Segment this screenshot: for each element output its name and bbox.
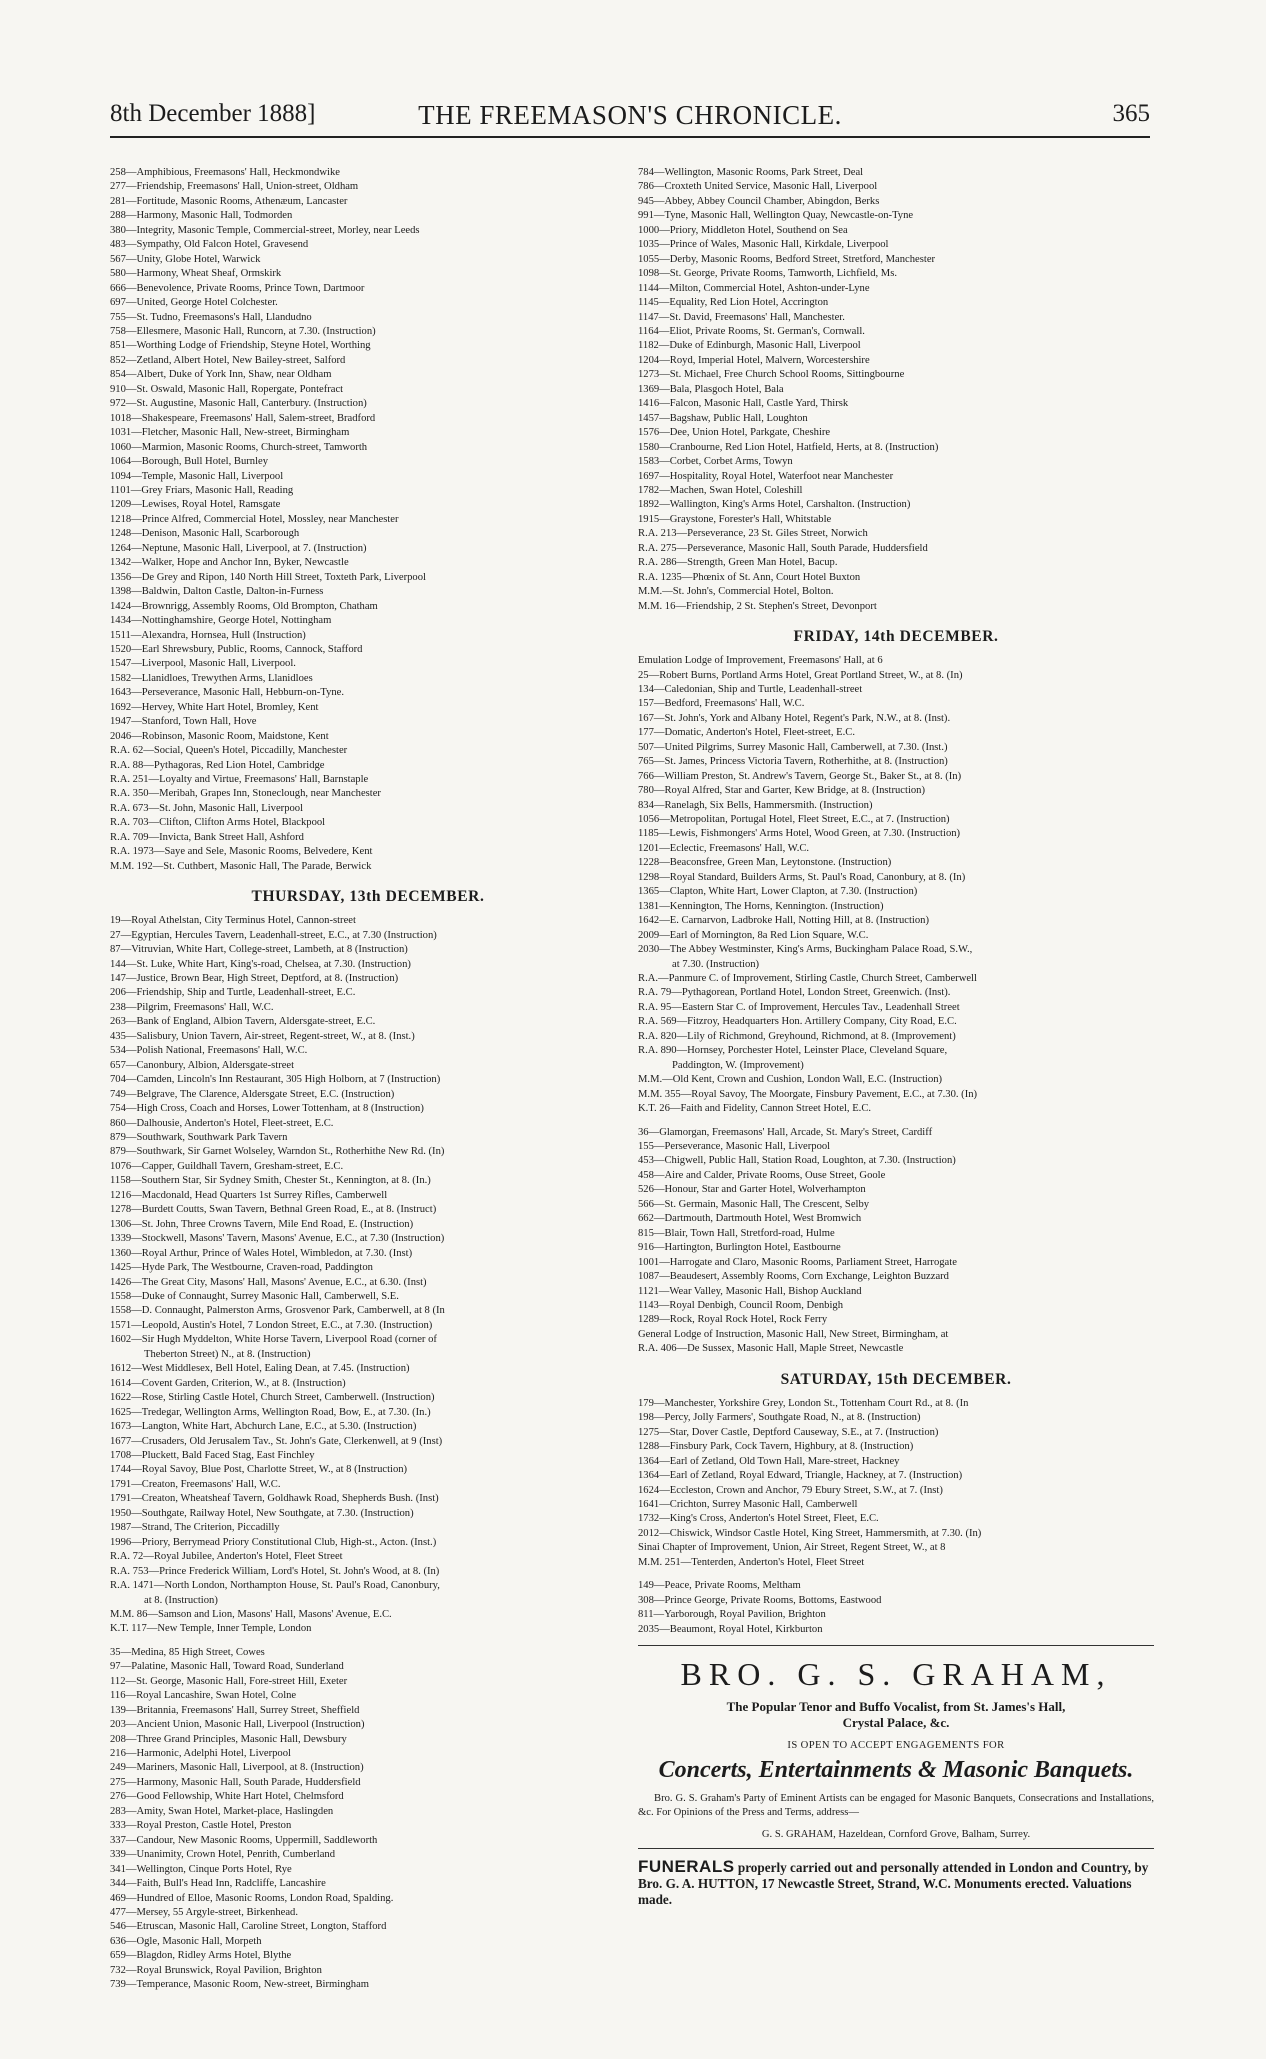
lodge-entry: 1055—Derby, Masonic Rooms, Bedford Street, Stretford, Manchester bbox=[638, 253, 936, 265]
lodge-list-continued-right bbox=[638, 166, 1154, 614]
lodge-entry: 19—Royal Athelstan, City Terminus Hotel, Cannon-street bbox=[110, 915, 356, 927]
lodge-entry: R.A. 820—Lily of Richmond, Greyhound, Richmond, at 8. (Improvement) bbox=[638, 1030, 956, 1042]
lodge-entry: 834—Ranelagh, Six Bells, Hammersmith. (Instruction) bbox=[638, 799, 873, 811]
lodge-entry: 1273—St. Michael, Free Church School Rooms, Sittingbourne bbox=[638, 369, 905, 381]
lodge-entry: R.A. 1973—Saye and Sele, Masonic Rooms, Belvedere, Kent bbox=[110, 846, 373, 858]
lodge-entry: K.T. 26—Faith and Fidelity, Cannon Street Hotel, E.C. bbox=[638, 1103, 872, 1115]
lodge-entry: 27—Egyptian, Hercules Tavern, Leadenhall-street, E.C., at 7.30 (Instruction) bbox=[110, 929, 437, 941]
lodge-entry: 1101—Grey Friars, Masonic Hall, Reading bbox=[110, 484, 294, 496]
advert-subtitle-1: The Popular Tenor and Buffo Vocalist, from St. James's Hall, bbox=[726, 1699, 1066, 1715]
lodge-entry: 534—Polish National, Freemasons' Hall, W.C. bbox=[110, 1045, 308, 1057]
lodge-entry: 815—Blair, Town Hall, Stretford-road, Hulme bbox=[638, 1227, 835, 1239]
thursday-lodge-list bbox=[110, 914, 626, 1993]
lodge-entry: 453—Chigwell, Public Hall, Station Road, Loughton, at 7.30. (Instruction) bbox=[638, 1155, 956, 1167]
lodge-entry: 139—Britannia, Freemasons' Hall, Surrey Street, Sheffield bbox=[110, 1704, 360, 1716]
lodge-entry: R.A. 709—Invicta, Bank Street Hall, Ashford bbox=[110, 831, 304, 843]
lodge-entry: 1228—Beaconsfree, Green Man, Leytonstone. (Instruction) bbox=[638, 857, 892, 869]
lodge-entry: 766—William Preston, St. Andrew's Tavern, George St., Baker St., at 8. (In) bbox=[638, 770, 962, 782]
lodge-entry: M.M. 192—St. Cuthbert, Masonic Hall, The Parade, Berwick bbox=[110, 860, 372, 872]
lodge-entry: 1216—Macdonald, Head Quarters 1st Surrey Rifles, Camberwell bbox=[110, 1189, 388, 1201]
lodge-entry: 283—Amity, Swan Hotel, Market-place, Haslingden bbox=[110, 1805, 334, 1817]
lodge-entry: 2030—The Abbey Westminster, King's Arms, Buckingham Palace Road, S.W., bbox=[638, 944, 973, 956]
lodge-entry: 177—Domatic, Anderton's Hotel, Fleet-street, E.C. bbox=[638, 727, 855, 739]
lodge-entry: 112—St. George, Masonic Hall, Fore-street Hill, Exeter bbox=[110, 1675, 348, 1687]
lodge-entry: 1426—The Great City, Masons' Hall, Masons' Avenue, E.C., at 6.30. (Inst) bbox=[110, 1276, 427, 1288]
lodge-entry: 1248—Denison, Masonic Hall, Scarborough bbox=[110, 528, 300, 540]
lodge-entry: 458—Aire and Calder, Private Rooms, Ouse Street, Goole bbox=[638, 1169, 886, 1181]
lodge-entry: 1087—Beaudesert, Assembly Rooms, Corn Exchange, Leighton Buzzard bbox=[638, 1271, 949, 1283]
lodge-entry: 636—Ogle, Masonic Hall, Morpeth bbox=[110, 1935, 262, 1947]
lodge-entry: 1425—Hyde Park, The Westbourne, Craven-road, Paddington bbox=[110, 1262, 373, 1274]
lodge-entry: R.A. 79—Pythagorean, Portland Hotel, London Street, Greenwich. (Inst). bbox=[638, 987, 951, 999]
lodge-entry: 435—Salisbury, Union Tavern, Air-street, Regent-street, W., at 8. (Inst.) bbox=[110, 1030, 415, 1042]
lodge-entry: 157—Bedford, Freemasons' Hall, W.C. bbox=[638, 698, 805, 710]
lodge-entry: 1571—Leopold, Austin's Hotel, 7 London Street, E.C., at 7.30. (Instruction) bbox=[110, 1319, 433, 1331]
lodge-entry: R.A. 890—Hornsey, Porchester Hotel, Leinster Place, Cleveland Square, bbox=[638, 1045, 948, 1057]
lodge-entry: 344—Faith, Bull's Head Inn, Radcliffe, Lancashire bbox=[110, 1878, 326, 1890]
lodge-entry: 1892—Wallington, King's Arms Hotel, Carshalton. (Instruction) bbox=[638, 499, 911, 511]
lodge-entry: 147—Justice, Brown Bear, High Street, Deptford, at 8. (Instruction) bbox=[110, 973, 399, 985]
lodge-entry: 659—Blagdon, Ridley Arms Hotel, Blythe bbox=[110, 1950, 292, 1962]
lodge-entry: 2035—Beaumont, Royal Hotel, Kirkburton bbox=[638, 1623, 823, 1635]
lodge-entry: 1204—Royd, Imperial Hotel, Malvern, Worcestershire bbox=[638, 354, 870, 366]
lodge-entry: 567—Unity, Globe Hotel, Warwick bbox=[110, 253, 261, 265]
lodge-entry: 945—Abbey, Abbey Council Chamber, Abingdon, Berks bbox=[638, 195, 880, 207]
lodge-entry: 526—Honour, Star and Garter Hotel, Wolverhampton bbox=[638, 1184, 866, 1196]
lodge-entry: 469—Hundred of Elloe, Masonic Rooms, London Road, Spalding. bbox=[110, 1892, 394, 1904]
lodge-entry: 758—Ellesmere, Masonic Hall, Runcorn, at 7.30. (Instruction) bbox=[110, 325, 376, 337]
lodge-entry: M.M.—Old Kent, Crown and Cushion, London Wall, E.C. (Instruction) bbox=[638, 1074, 943, 1086]
friday-lodge-list bbox=[638, 654, 1154, 1357]
lodge-entry: 206—Friendship, Ship and Turtle, Leadenhall-street, E.C. bbox=[110, 987, 356, 999]
lodge-entry: 1364—Earl of Zetland, Royal Edward, Triangle, Hackney, at 7. (Instruction) bbox=[638, 1470, 963, 1482]
lodge-entry: 1076—Capper, Guildhall Tavern, Gresham-street, E.C. bbox=[110, 1160, 344, 1172]
divider bbox=[638, 1645, 1154, 1646]
lodge-entry: 546—Etruscan, Masonic Hall, Caroline Street, Longton, Stafford bbox=[110, 1921, 387, 1933]
lodge-entry: M.M. 355—Royal Savoy, The Moorgate, Finsbury Pavement, E.C., at 7.30. (In) bbox=[638, 1088, 978, 1100]
lodge-entry: 116—Royal Lancashire, Swan Hotel, Colne bbox=[110, 1690, 297, 1702]
lodge-entry: 308—Prince George, Private Rooms, Bottoms, Eastwood bbox=[638, 1594, 882, 1606]
lodge-entry: 991—Tyne, Masonic Hall, Wellington Quay, Newcastle-on-Tyne bbox=[638, 210, 914, 222]
lodge-entry: 1791—Creaton, Freemasons' Hall, W.C. bbox=[110, 1478, 281, 1490]
lodge-entry: 1580—Cranbourne, Red Lion Hotel, Hatfield, Herts, at 8. (Instruction) bbox=[638, 441, 939, 453]
lodge-entry: R.A. 1235—Phœnix of St. Ann, Court Hotel Buxton bbox=[638, 571, 861, 583]
lodge-entry: 1289—Rock, Royal Rock Hotel, Rock Ferry bbox=[638, 1314, 828, 1326]
lodge-entry: at 7.30. (Instruction) bbox=[672, 958, 760, 970]
advert-name: BRO. G. S. GRAHAM, bbox=[680, 1656, 1112, 1693]
lodge-entry: 1381—Kennington, The Horns, Kennington. (Instruction) bbox=[638, 900, 884, 912]
lodge-entry: R.A. 213—Perseverance, 23 St. Giles Street, Norwich bbox=[638, 528, 868, 540]
lodge-entry: 972—St. Augustine, Masonic Hall, Canterbury. (Instruction) bbox=[110, 398, 367, 410]
lodge-entry: 580—Harmony, Wheat Sheaf, Ormskirk bbox=[110, 268, 282, 280]
lodge-entry: 134—Caledonian, Ship and Turtle, Leadenhall-street bbox=[638, 683, 863, 695]
lodge-entry: 765—St. James, Princess Victoria Tavern, Rotherhithe, at 8. (Instruction) bbox=[638, 756, 948, 768]
lodge-entry: R.A.—Panmure C. of Improvement, Stirling Castle, Church Street, Camberwell bbox=[638, 973, 977, 985]
lodge-entry: 1576—Dee, Union Hotel, Parkgate, Cheshire bbox=[638, 427, 831, 439]
lodge-entry: 1360—Royal Arthur, Prince of Wales Hotel, Wimbledon, at 7.30. (Inst) bbox=[110, 1247, 413, 1259]
lodge-entry: 1424—Brownrigg, Assembly Rooms, Old Brompton, Chatham bbox=[110, 600, 378, 612]
publication-title: THE FREEMASON'S CHRONICLE. bbox=[418, 100, 842, 130]
lodge-entry: 36—Glamorgan, Freemasons' Hall, Arcade, St. Mary's Street, Cardiff bbox=[638, 1126, 933, 1138]
lodge-entry: 851—Worthing Lodge of Friendship, Steyne Hotel, Worthing bbox=[110, 340, 371, 352]
lodge-entry: 1612—West Middlesex, Bell Hotel, Ealing Dean, at 7.45. (Instruction) bbox=[110, 1363, 410, 1375]
advert-open-line: IS OPEN TO ACCEPT ENGAGEMENTS FOR bbox=[787, 1740, 1005, 1752]
lodge-entry: 35—Medina, 85 High Street, Cowes bbox=[110, 1646, 265, 1658]
graham-advert bbox=[638, 1656, 1154, 1840]
lodge-entry: 755—St. Tudno, Freemasons's Hall, Llandudno bbox=[110, 311, 312, 323]
lodge-entry: 916—Hartington, Burlington Hotel, Eastbourne bbox=[638, 1242, 841, 1254]
lodge-entry: 1791—Creaton, Wheatsheaf Tavern, Goldhawk Road, Shepherds Bush. (Inst) bbox=[110, 1493, 439, 1505]
lodge-entry: 1145—Equality, Red Lion Hotel, Accrington bbox=[638, 297, 829, 309]
advert-gothic-heading: Concerts, Entertainments & Masonic Banquets. bbox=[658, 1757, 1134, 1784]
lodge-entry: 1201—Eclectic, Freemasons' Hall, W.C. bbox=[638, 842, 810, 854]
lodge-entry: 662—Dartmouth, Dartmouth Hotel, West Bromwich bbox=[638, 1213, 862, 1225]
lodge-entry: 1520—Earl Shrewsbury, Public, Rooms, Cannock, Stafford bbox=[110, 643, 363, 655]
lodge-entry: 1692—Hervey, White Hart Hotel, Bromley, Kent bbox=[110, 701, 319, 713]
lodge-entry: R.A. 72—Royal Jubilee, Anderton's Hotel, Fleet Street bbox=[110, 1551, 343, 1563]
lodge-entry: 780—Royal Alfred, Star and Garter, Kew Bridge, at 8. (Instruction) bbox=[638, 785, 926, 797]
lodge-entry: Paddington, W. (Improvement) bbox=[672, 1059, 804, 1071]
lodge-entry: R.A. 286—Strength, Green Man Hotel, Bacup. bbox=[638, 557, 838, 569]
lodge-entry: 786—Croxteth United Service, Masonic Hall, Liverpool bbox=[638, 181, 878, 193]
lodge-entry: 754—High Cross, Coach and Horses, Lower Tottenham, at 8 (Instruction) bbox=[110, 1103, 424, 1115]
lodge-entry: 1144—Milton, Commercial Hotel, Ashton-under-Lyne bbox=[638, 282, 870, 294]
lodge-entry: 1369—Bala, Plasgoch Hotel, Bala bbox=[638, 383, 784, 395]
lodge-entry: 1164—Eliot, Private Rooms, St. German's, Cornwall. bbox=[638, 325, 865, 337]
lodge-entry: 1218—Prince Alfred, Commercial Hotel, Mossley, near Manchester bbox=[110, 513, 399, 525]
lodge-entry: 1209—Lewises, Royal Hotel, Ramsgate bbox=[110, 499, 281, 511]
lodge-entry: 1185—Lewis, Fishmongers' Arms Hotel, Wood Green, at 7.30. (Instruction) bbox=[638, 828, 961, 840]
lodge-entry: 1143—Royal Denbigh, Council Room, Denbigh bbox=[638, 1299, 843, 1311]
lodge-entry: 1298—Royal Standard, Builders Arms, St. Paul's Road, Canonbury, at 8. (In) bbox=[638, 871, 966, 883]
lodge-entry: 1697—Hospitality, Royal Hotel, Waterfoot near Manchester bbox=[638, 470, 894, 482]
lodge-entry: M.M. 251—Tenterden, Anderton's Hotel, Fleet Street bbox=[638, 1556, 865, 1568]
lodge-entry: Theberton Street) N., at 8. (Instruction) bbox=[144, 1348, 311, 1360]
saturday-lodge-list bbox=[638, 1397, 1154, 1637]
divider bbox=[638, 1848, 1154, 1849]
lodge-entry: 1708—Pluckett, Bald Faced Stag, East Finchley bbox=[110, 1449, 315, 1461]
lodge-entry: 1306—St. John, Three Crowns Tavern, Mile End Road, E. (Instruction) bbox=[110, 1218, 414, 1230]
lodge-entry: 2009—Earl of Mornington, 8a Red Lion Square, W.C. bbox=[638, 929, 869, 941]
lodge-entry: at 8. (Instruction) bbox=[144, 1594, 218, 1606]
lodge-entry: 258—Amphibious, Freemasons' Hall, Heckmondwike bbox=[110, 167, 340, 178]
lodge-entry: 1744—Royal Savoy, Blue Post, Charlotte Street, W., at 8 (Instruction) bbox=[110, 1464, 408, 1476]
lodge-entry: 1264—Neptune, Masonic Hall, Liverpool, at 7. (Instruction) bbox=[110, 542, 367, 554]
lodge-entry: 1641—Crichton, Surrey Masonic Hall, Camberwell bbox=[638, 1498, 858, 1510]
lodge-entry: 1356—De Grey and Ripon, 140 North Hill Street, Toxteth Park, Liverpool bbox=[110, 571, 426, 583]
lodge-entry: 203—Ancient Union, Masonic Hall, Liverpool (Instruction) bbox=[110, 1719, 365, 1731]
lodge-entry: 1018—Shakespeare, Freemasons' Hall, Salem-street, Bradford bbox=[110, 412, 376, 424]
lodge-entry: 281—Fortitude, Masonic Rooms, Athenæum, Lancaster bbox=[110, 195, 348, 207]
lodge-entry: 2046—Robinson, Masonic Room, Maidstone, Kent bbox=[110, 730, 329, 742]
lodge-entry: 879—Southwark, Sir Garnet Wolseley, Warndon St., Rotherhithe New Rd. (In) bbox=[110, 1146, 445, 1158]
lodge-entry: 288—Harmony, Masonic Hall, Todmorden bbox=[110, 210, 293, 222]
lodge-entry: 657—Canonbury, Albion, Aldersgate-street bbox=[110, 1059, 295, 1071]
lodge-entry: R.A. 753—Prince Frederick William, Lord's Hotel, St. John's Wood, at 8. (In) bbox=[110, 1565, 440, 1577]
lodge-entry: 341—Wellington, Cinque Ports Hotel, Rye bbox=[110, 1863, 292, 1875]
lodge-entry: 149—Peace, Private Rooms, Meltham bbox=[638, 1580, 801, 1592]
lodge-entry: 1625—Tredegar, Wellington Arms, Wellington Road, Bow, E., at 7.30. (In.) bbox=[110, 1406, 431, 1418]
lodge-entry: 337—Candour, New Masonic Rooms, Uppermill, Saddleworth bbox=[110, 1834, 378, 1846]
lodge-entry: 1000—Priory, Middleton Hotel, Southend on Sea bbox=[638, 224, 848, 236]
funerals-advert bbox=[638, 1856, 1154, 1909]
lodge-entry: 1996—Priory, Berrymead Priory Constitutional Club, High-st., Acton. (Inst.) bbox=[110, 1536, 437, 1548]
lodge-entry: M.M.—St. John's, Commercial Hotel, Bolton. bbox=[638, 586, 834, 598]
saturday-heading: SATURDAY, 15th DECEMBER. bbox=[780, 1370, 1012, 1388]
lodge-entry: 1158—Southern Star, Sir Sydney Smith, Chester St., Kennington, at 8. (In.) bbox=[110, 1175, 431, 1187]
lodge-entry: 697—United, George Hotel Colchester. bbox=[110, 297, 278, 309]
lodge-entry: 1342—Walker, Hope and Anchor Inn, Byker, Newcastle bbox=[110, 557, 349, 569]
lodge-entry: 1642—E. Carnarvon, Ladbroke Hall, Notting Hill, at 8. (Instruction) bbox=[638, 915, 929, 927]
lodge-entry: 1511—Alexandra, Hornsea, Hull (Instruction) bbox=[110, 629, 306, 641]
lodge-entry: 1782—Machen, Swan Hotel, Coleshill bbox=[638, 484, 803, 496]
advert-subtitle-2: Crystal Palace, &c. bbox=[842, 1715, 950, 1731]
lodge-entry: R.A. 406—De Sussex, Masonic Hall, Maple Street, Newcastle bbox=[638, 1343, 904, 1355]
lodge-entry: 879—Southwark, Southwark Park Tavern bbox=[110, 1132, 288, 1143]
lodge-entry: R.A. 88—Pythagoras, Red Lion Hotel, Cambridge bbox=[110, 759, 325, 771]
lodge-entry: 1364—Earl of Zetland, Old Town Hall, Mare-street, Hackney bbox=[638, 1455, 900, 1467]
lodge-entry: R.A. 275—Perseverance, Masonic Hall, South Parade, Huddersfield bbox=[638, 542, 928, 554]
lodge-entry: 25—Robert Burns, Portland Arms Hotel, Great Portland Street, W., at 8. (In) bbox=[638, 669, 963, 681]
lodge-entry: 1987—Strand, The Criterion, Piccadilly bbox=[110, 1522, 280, 1534]
lodge-entry: 477—Mersey, 55 Argyle-street, Birkenhead. bbox=[110, 1907, 298, 1919]
friday-heading: FRIDAY, 14th DECEMBER. bbox=[793, 628, 999, 646]
lodge-entry: M.M. 16—Friendship, 2 St. Stephen's Street, Devonport bbox=[638, 600, 877, 612]
lodge-entry: 1673—Langton, White Hart, Abchurch Lane, E.C., at 5.30. (Instruction) bbox=[110, 1421, 417, 1433]
lodge-entry: 1558—D. Connaught, Palmerston Arms, Grosvenor Park, Camberwell, at 8 (In bbox=[110, 1305, 445, 1317]
lodge-entry: 1001—Harrogate and Claro, Masonic Rooms, Parliament Street, Harrogate bbox=[638, 1256, 957, 1268]
lodge-entry: R.A. 251—Loyalty and Virtue, Freemasons' Hall, Barnstaple bbox=[110, 774, 369, 786]
lodge-list-continued bbox=[110, 166, 626, 874]
lodge-entry: 1060—Marmion, Masonic Rooms, Church-street, Tamworth bbox=[110, 441, 368, 453]
lodge-entry: 1098—St. George, Private Rooms, Tamworth, Lichfield, Ms. bbox=[638, 268, 897, 280]
lodge-entry: 704—Camden, Lincoln's Inn Restaurant, 305 High Holborn, at 7 (Instruction) bbox=[110, 1074, 441, 1086]
lodge-entry: 333—Royal Preston, Castle Hotel, Preston bbox=[110, 1820, 292, 1832]
lodge-entry: General Lodge of Instruction, Masonic Hall, New Street, Birmingham, at bbox=[638, 1328, 949, 1340]
lodge-entry: 1064—Borough, Bull Hotel, Burnley bbox=[110, 456, 269, 468]
lodge-entry: 1031—Fletcher, Masonic Hall, New-street, Birmingham bbox=[110, 427, 350, 439]
lodge-entry: 1035—Prince of Wales, Masonic Hall, Kirkdale, Liverpool bbox=[638, 239, 889, 251]
lodge-entry: R.A. 703—Clifton, Clifton Arms Hotel, Blackpool bbox=[110, 817, 326, 829]
lodge-entry: 1915—Graystone, Forester's Hall, Whitstable bbox=[638, 513, 832, 525]
lodge-entry: 1278—Burdett Coutts, Swan Tavern, Bethnal Green Road, E., at 8. (Instruct) bbox=[110, 1204, 437, 1216]
lodge-entry: 1147—St. David, Freemasons' Hall, Manchester. bbox=[638, 311, 845, 323]
lodge-entry: R.A. 62—Social, Queen's Hotel, Piccadilly, Manchester bbox=[110, 745, 348, 757]
right-column bbox=[638, 166, 1154, 1908]
lodge-entry: R.A. 1471—North London, Northampton House, St. Paul's Road, Canonbury, bbox=[110, 1580, 440, 1592]
lodge-entry: 1558—Duke of Connaught, Surrey Masonic Hall, Camberwell, S.E. bbox=[110, 1290, 399, 1302]
lodge-entry: 811—Yarborough, Royal Pavilion, Brighton bbox=[638, 1609, 826, 1621]
issue-date: 8th December 1888] bbox=[110, 100, 316, 127]
lodge-entry: 380—Integrity, Masonic Temple, Commercial-street, Morley, near Leeds bbox=[110, 224, 420, 236]
lodge-entry: R.A. 569—Fitzroy, Headquarters Hon. Artillery Company, City Road, E.C. bbox=[638, 1016, 957, 1028]
lodge-entry: R.A. 95—Eastern Star C. of Improvement, Hercules Tav., Leadenhall Street bbox=[638, 1001, 960, 1013]
lodge-entry: 1624—Eccleston, Crown and Anchor, 79 Ebury Street, S.W., at 7. (Inst) bbox=[638, 1484, 943, 1496]
lodge-entry: 2012—Chiswick, Windsor Castle Hotel, King Street, Hammersmith, at 7.30. (In) bbox=[638, 1527, 982, 1539]
lodge-entry: 1602—Sir Hugh Myddelton, White Horse Tavern, Liverpool Road (corner of bbox=[110, 1334, 437, 1346]
lodge-entry: 1416—Falcon, Masonic Hall, Castle Yard, Thirsk bbox=[638, 398, 849, 410]
lodge-entry: 276—Good Fellowship, White Hart Hotel, Chelmsford bbox=[110, 1791, 344, 1803]
lodge-entry: K.T. 117—New Temple, Inner Temple, London bbox=[110, 1623, 312, 1635]
lodge-entry: 1582—Llanidloes, Trewythen Arms, Llanidloes bbox=[110, 672, 313, 684]
lodge-entry: 732—Royal Brunswick, Royal Pavilion, Brighton bbox=[110, 1964, 322, 1976]
advert-address: G. S. GRAHAM, Hazeldean, Cornford Grove, Balham, Surrey. bbox=[761, 1828, 1031, 1840]
lodge-entry: Sinai Chapter of Improvement, Union, Air Street, Regent Street, W., at 8 bbox=[638, 1542, 946, 1554]
thursday-heading: THURSDAY, 13th DECEMBER. bbox=[251, 888, 485, 906]
page-number: 365 bbox=[1112, 100, 1150, 127]
lodge-entry: 339—Unanimity, Crown Hotel, Penrith, Cumberland bbox=[110, 1849, 335, 1861]
lodge-entry: 167—St. John's, York and Albany Hotel, Regent's Park, N.W., at 8. (Inst). bbox=[638, 712, 951, 724]
lodge-entry: 854—Albert, Duke of York Inn, Shaw, near Oldham bbox=[110, 369, 332, 381]
lodge-entry: 1732—King's Cross, Anderton's Hotel Street, Fleet, E.C. bbox=[638, 1513, 879, 1525]
funerals-lead: FUNERALS bbox=[638, 1856, 735, 1876]
lodge-entry: 507—United Pilgrims, Surrey Masonic Hall, Camberwell, at 7.30. (Inst.) bbox=[638, 741, 948, 753]
lodge-entry: 1677—Crusaders, Old Jerusalem Tav., St. John's Gate, Clerkenwell, at 9 (Inst) bbox=[110, 1435, 443, 1447]
lodge-entry: 1457—Bagshaw, Public Hall, Loughton bbox=[638, 412, 808, 424]
lodge-entry: 1583—Corbet, Corbet Arms, Towyn bbox=[638, 456, 793, 468]
lodge-entry: 1056—Metropolitan, Portugal Hotel, Fleet Street, E.C., at 7. (Instruction) bbox=[638, 814, 950, 826]
lodge-entry: 1947—Stanford, Town Hall, Hove bbox=[110, 716, 257, 728]
lodge-entry: 179—Manchester, Yorkshire Grey, London St., Tottenham Court Rd., at 8. (In bbox=[638, 1397, 969, 1409]
lodge-entry: 1398—Baldwin, Dalton Castle, Dalton-in-Furness bbox=[110, 586, 324, 598]
lodge-entry: 666—Benevolence, Private Rooms, Prince Town, Dartmoor bbox=[110, 282, 365, 294]
lodge-entry: 263—Bank of England, Albion Tavern, Aldersgate-street, E.C. bbox=[110, 1016, 376, 1028]
lodge-entry: 208—Three Grand Principles, Masonic Hall, Dewsbury bbox=[110, 1733, 347, 1745]
lodge-entry: 1182—Duke of Edinburgh, Masonic Hall, Liverpool bbox=[638, 340, 861, 352]
lodge-entry: 155—Perseverance, Masonic Hall, Liverpool bbox=[638, 1141, 831, 1152]
lodge-entry: 216—Harmonic, Adelphi Hotel, Liverpool bbox=[110, 1748, 291, 1760]
lodge-entry: 277—Friendship, Freemasons' Hall, Union-street, Oldham bbox=[110, 181, 359, 193]
lodge-entry: R.A. 673—St. John, Masonic Hall, Liverpool bbox=[110, 802, 304, 814]
lodge-entry: 87—Vitruvian, White Hart, College-street, Lambeth, at 8 (Instruction) bbox=[110, 944, 408, 956]
lodge-entry: 275—Harmony, Masonic Hall, South Parade, Huddersfield bbox=[110, 1776, 361, 1788]
lodge-entry: M.M. 86—Samson and Lion, Masons' Hall, Masons' Avenue, E.C. bbox=[110, 1608, 392, 1620]
lodge-entry: 566—St. Germain, Masonic Hall, The Crescent, Selby bbox=[638, 1198, 870, 1210]
lodge-entry: 483—Sympathy, Old Falcon Hotel, Gravesend bbox=[110, 239, 309, 251]
lodge-entry: 784—Wellington, Masonic Rooms, Park Street, Deal bbox=[638, 167, 864, 178]
lodge-entry: 1614—Covent Garden, Criterion, W., at 8. (Instruction) bbox=[110, 1377, 346, 1389]
lodge-entry: 1275—Star, Dover Castle, Deptford Causeway, S.E., at 7. (Instruction) bbox=[638, 1426, 939, 1438]
lodge-entry: 144—St. Luke, White Hart, King's-road, Chelsea, at 7.30. (Instruction) bbox=[110, 958, 411, 970]
lodge-entry: 910—St. Oswald, Masonic Hall, Ropergate, Pontefract bbox=[110, 383, 344, 395]
lodge-entry: 852—Zetland, Albert Hotel, New Bailey-street, Salford bbox=[110, 354, 346, 366]
lodge-entry: 1339—Stockwell, Masons' Tavern, Masons' Avenue, E.C., at 7.30 (Instruction) bbox=[110, 1233, 445, 1245]
lodge-entry: 1547—Liverpool, Masonic Hall, Liverpool. bbox=[110, 658, 296, 670]
lodge-entry: 198—Percy, Jolly Farmers', Southgate Road, N., at 8. (Instruction) bbox=[638, 1412, 921, 1424]
page-header bbox=[110, 96, 1150, 138]
lodge-entry: 249—Mariners, Masonic Hall, Liverpool, at 8. (Instruction) bbox=[110, 1762, 364, 1774]
lodge-entry: 860—Dalhousie, Anderton's Hotel, Fleet-street, E.C. bbox=[110, 1117, 334, 1129]
lodge-entry: 1434—Nottinghamshire, George Hotel, Nottingham bbox=[110, 615, 332, 627]
lodge-entry: 749—Belgrave, The Clarence, Aldersgate Street, E.C. (Instruction) bbox=[110, 1088, 395, 1100]
lodge-entry: 1950—Southgate, Railway Hotel, New Southgate, at 7.30. (Instruction) bbox=[110, 1507, 414, 1519]
lodge-entry: 1288—Finsbury Park, Cock Tavern, Highbury, at 8. (Instruction) bbox=[638, 1441, 914, 1453]
lodge-entry: 1094—Temple, Masonic Hall, Liverpool bbox=[110, 470, 284, 482]
lodge-entry: 739—Temperance, Masonic Room, New-street, Birmingham bbox=[110, 1979, 370, 1991]
funerals-text: properly carried out and personally attended in London and Country, by Bro. G. A. HUTTON, 17 Newcastle Street, Strand, W.C. Monuments erected. Valuations made. bbox=[638, 1859, 1149, 1908]
lodge-entry: Emulation Lodge of Improvement, Freemasons' Hall, at 6 bbox=[638, 655, 883, 667]
lodge-entry: 1622—Rose, Stirling Castle Hotel, Church Street, Camberwell. (Instruction) bbox=[110, 1392, 435, 1404]
lodge-entry: 1121—Wear Valley, Masonic Hall, Bishop Auckland bbox=[638, 1285, 862, 1297]
lodge-entry: 1365—Clapton, White Hart, Lower Clapton, at 7.30. (Instruction) bbox=[638, 886, 918, 898]
lodge-entry: 97—Palatine, Masonic Hall, Toward Road, Sunderland bbox=[110, 1661, 344, 1673]
left-column bbox=[110, 166, 626, 1993]
lodge-entry: R.A. 350—Meribah, Grapes Inn, Stoneclough, near Manchester bbox=[110, 788, 381, 800]
lodge-entry: 1643—Perseverance, Masonic Hall, Hebburn-on-Tyne. bbox=[110, 687, 345, 699]
lodge-entry: 238—Pilgrim, Freemasons' Hall, W.C. bbox=[110, 1001, 274, 1013]
advert-body: Bro. G. S. Graham's Party of Eminent Artists can be engaged for Masonic Banquets, Consecrations and Installations, &c. For Opinions of the Press and Terms, address— bbox=[638, 1793, 1154, 1819]
